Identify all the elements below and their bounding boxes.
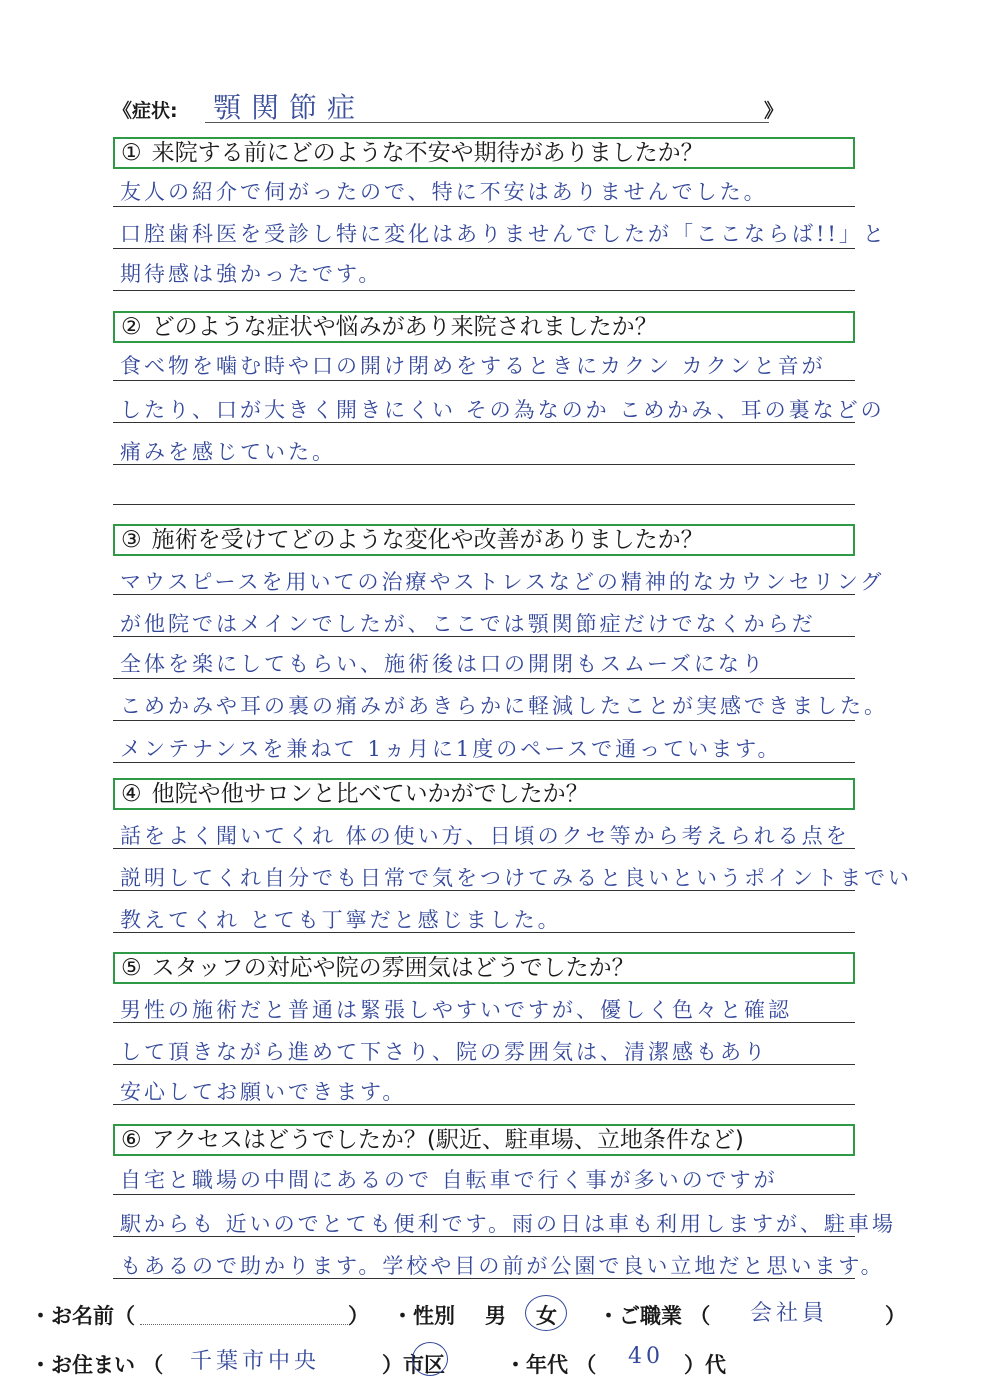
- symptom-close-bracket: 》: [763, 100, 783, 122]
- answer-2-line-3: 痛みを感じていた。: [120, 440, 336, 464]
- answer-1-line-1: 友人の紹介で伺がったので、特に不安はありませんでした。: [120, 180, 768, 204]
- answer-3-line-5: メンテナンスを兼ねて 1ヵ月に1度のペースで通っています。: [120, 737, 782, 761]
- ruled-line: [113, 422, 855, 423]
- ruled-line: [113, 1278, 855, 1279]
- answer-3-line-1: マウスピースを用いての治療やストレスなどの精神的なカウンセリング: [120, 570, 885, 594]
- question-text: 他院や他サロンと比べていかがでしたか？: [151, 781, 589, 807]
- question-number: ⑥: [121, 1127, 142, 1153]
- gender-female: 女: [536, 1304, 557, 1328]
- question-number: ②: [121, 314, 142, 340]
- answer-6-line-3: もあるので助かります。学校や目の前が公園で良い立地だと思います。: [120, 1254, 885, 1278]
- question-text: 施術を受けてどのような変化や改善がありましたか？: [151, 527, 704, 553]
- ruled-line: [113, 848, 855, 849]
- ruled-line: [113, 636, 855, 637]
- age-value: 40: [628, 1344, 664, 1369]
- ruled-line: [113, 504, 855, 505]
- gender-label: ・性別: [392, 1304, 455, 1328]
- answer-5-line-3: 安心してお願いできます。: [120, 1080, 407, 1104]
- answer-3-line-2: が他院ではメインでしたが、ここでは顎関節症だけでなくからだ: [120, 612, 816, 636]
- question-4-header: [113, 778, 855, 810]
- city-circle-mark: [412, 1342, 448, 1376]
- question-text: スタッフの対応や院の雰囲気はどうでしたか？: [151, 955, 635, 981]
- name-close: ）: [348, 1304, 369, 1328]
- question-1-header: [113, 137, 855, 169]
- answer-1-line-3: 期待感は強かったです。: [120, 262, 383, 286]
- ruled-line: [113, 594, 855, 595]
- answer-2-line-1: 食べ物を噛む時や口の開け閉めをするときにカクン カクンと音が: [120, 354, 826, 378]
- ruled-line: [113, 206, 855, 207]
- ruled-line: [113, 1022, 855, 1023]
- address-value: 千葉市中央: [190, 1349, 321, 1374]
- symptom-label: 《症状:: [113, 100, 178, 122]
- symptom-value: 顎関節症: [213, 91, 366, 124]
- answer-4-line-3: 教えてくれ とても丁寧だと感じました。: [120, 908, 562, 932]
- name-label: ・お名前（: [30, 1304, 135, 1328]
- answer-4-line-2: 説明してくれ自分でも日常で気をつけてみると良いというポイントまでい: [120, 866, 912, 890]
- answer-6-line-2: 駅からも 近いのでとても便利です。雨の日は車も利用しますが、駐車場: [120, 1212, 896, 1236]
- ruled-line: [113, 1064, 855, 1065]
- ruled-line: [113, 890, 855, 891]
- answer-3-line-4: こめかみや耳の裏の痛みがあきらかに軽減したことが実感できました。: [120, 694, 888, 718]
- question-3-header: [113, 524, 855, 556]
- ruled-line: [113, 290, 855, 291]
- answer-2-line-2: したり、口が大きく開きにくい その為なのか こめかみ、耳の裏などの: [120, 398, 885, 422]
- ruled-line: [113, 762, 855, 763]
- answer-4-line-1: 話をよく聞いてくれ 体の使い方、日頃のクセ等から考えられる点を: [120, 824, 850, 848]
- age-close: ）代: [684, 1353, 726, 1377]
- job-close: ）: [885, 1304, 906, 1328]
- ruled-line: [113, 380, 855, 381]
- job-label: ・ご職業 （: [598, 1304, 711, 1328]
- ruled-line: [113, 464, 855, 465]
- question-number: ①: [121, 140, 142, 166]
- ruled-line: [113, 248, 855, 249]
- gender-male: 男: [485, 1304, 506, 1328]
- symptom-header: [113, 86, 783, 126]
- answer-5-line-1: 男性の施術だと普通は緊張しやすいですが、優しく色々と確認: [120, 998, 792, 1022]
- question-2-header: [113, 311, 855, 343]
- symptom-underline: [205, 122, 769, 123]
- ruled-line: [113, 932, 855, 933]
- address-close: ）市区: [382, 1353, 445, 1377]
- gender-circle-mark: [525, 1295, 567, 1331]
- question-6-header: [113, 1124, 855, 1156]
- question-number: ④: [121, 781, 142, 807]
- question-text: アクセスはどうでしたか？(駅近、駐車場、立地条件など): [151, 1127, 744, 1153]
- address-label: ・お住まい （: [30, 1353, 164, 1377]
- age-label: ・年代 （: [505, 1353, 597, 1377]
- question-text: どのような症状や悩みがあり来院されましたか？: [151, 314, 658, 340]
- answer-5-line-2: して頂きながら進めて下さり、院の雰囲気は、清潔感もあり: [120, 1040, 768, 1064]
- question-number: ③: [121, 527, 142, 553]
- question-5-header: [113, 952, 855, 984]
- ruled-line: [113, 1236, 855, 1237]
- ruled-line: [113, 678, 855, 679]
- question-number: ⑤: [121, 955, 142, 981]
- answer-1-line-2: 口腔歯科医を受診し特に変化はありませんでしたが「ここならば!!」と: [120, 222, 887, 246]
- answer-6-line-1: 自宅と職場の中間にあるので 自転車で行く事が多いのですが: [120, 1168, 778, 1192]
- question-text: 来院する前にどのような不安や期待がありましたか？: [151, 140, 704, 166]
- ruled-line: [113, 1194, 855, 1195]
- ruled-line: [113, 720, 855, 721]
- answer-3-line-3: 全体を楽にしてもらい、施術後は口の開閉もスムーズになり: [120, 652, 766, 676]
- name-field: [140, 1324, 350, 1325]
- job-value: 会社員: [750, 1301, 829, 1326]
- ruled-line: [113, 1104, 855, 1105]
